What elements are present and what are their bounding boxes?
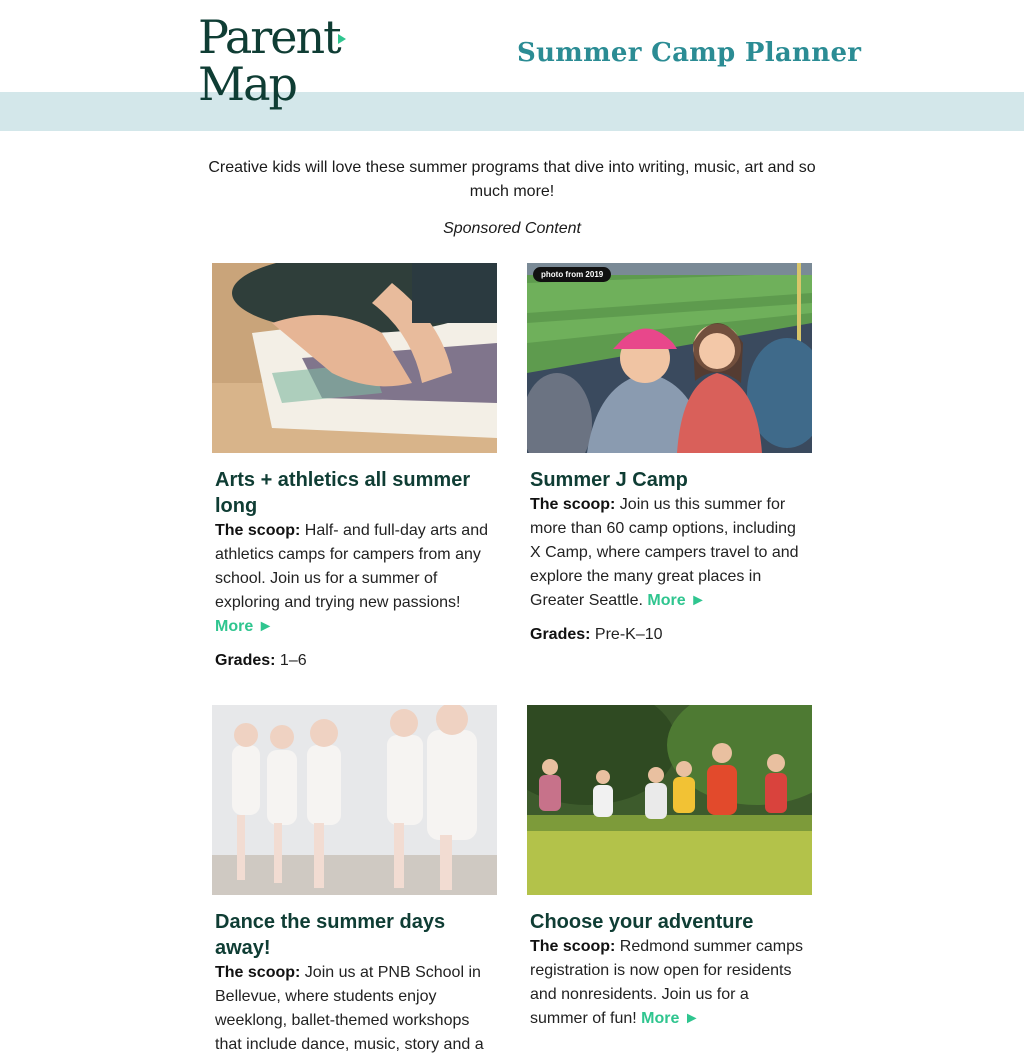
play-triangle-icon (338, 34, 346, 44)
camp-photo-kids-running[interactable] (527, 705, 812, 895)
parentmap-logo[interactable] (198, 10, 358, 111)
sponsored-label: Sponsored Content (443, 220, 581, 237)
camp-photo-art-drawing[interactable] (212, 263, 497, 453)
scoop-text: Join us this summer for more than 60 camp options, including X Camp, where campers travel to and explore the many great places in Greater Seattle. (530, 496, 799, 609)
scoop-label: The scoop: (215, 964, 301, 981)
card-description (215, 961, 494, 1057)
scoop-text: Redmond summer camps registration is now open for residents and nonresidents. Join us for a summer of fun! (530, 938, 803, 1027)
grades-label: Grades: (530, 626, 591, 643)
logo-text-map: Map (198, 57, 296, 111)
card-title[interactable]: Choose your adventure (530, 911, 754, 933)
header (0, 0, 1024, 131)
more-link[interactable]: More ► (215, 618, 274, 635)
logo-text-parent: Parent (198, 10, 340, 64)
more-link[interactable]: More ► (647, 592, 706, 609)
photo-date-badge: photo from 2019 (533, 267, 611, 282)
scoop-label: The scoop: (530, 496, 616, 513)
card-title[interactable]: Dance the summer days away! (215, 911, 446, 959)
card-description (530, 493, 809, 613)
card-title[interactable]: Summer J Camp (530, 469, 688, 491)
scoop-label: The scoop: (530, 938, 616, 955)
scoop-label: The scoop: (215, 522, 301, 539)
more-link[interactable]: More ► (641, 1010, 700, 1027)
card-title[interactable]: Arts + athletics all summer long (215, 469, 471, 517)
camp-photo-ballet-class[interactable] (212, 705, 497, 895)
grades-value: Pre-K–10 (594, 626, 663, 643)
grades-label: Grades: (215, 652, 276, 669)
scoop-text: Half- and full-day arts and athletics camps for campers from any school. Join us for a summer of exploring and trying new passions! (215, 522, 488, 611)
card-description (530, 935, 809, 1031)
page-title: Summer Camp Planner (517, 38, 862, 68)
intro-text: Creative kids will love these summer programs that dive into writing, music, art and so much more! (208, 159, 816, 200)
scoop-text: Join us at PNB School in Bellevue, where students enjoy weeklong, ballet-themed workshops that include dance, music, story and a (215, 964, 484, 1053)
camp-card-arts-athletics (212, 263, 497, 673)
camp-card-adventure (527, 705, 812, 1031)
card-description (215, 519, 494, 639)
grades-line (215, 649, 494, 673)
camp-card-dance (212, 705, 497, 1057)
camp-card-summer-j-camp (527, 263, 812, 647)
grades-line (530, 623, 809, 647)
camp-photo-baseball-stadium[interactable] (527, 263, 812, 453)
grades-value: 1–6 (279, 652, 307, 669)
